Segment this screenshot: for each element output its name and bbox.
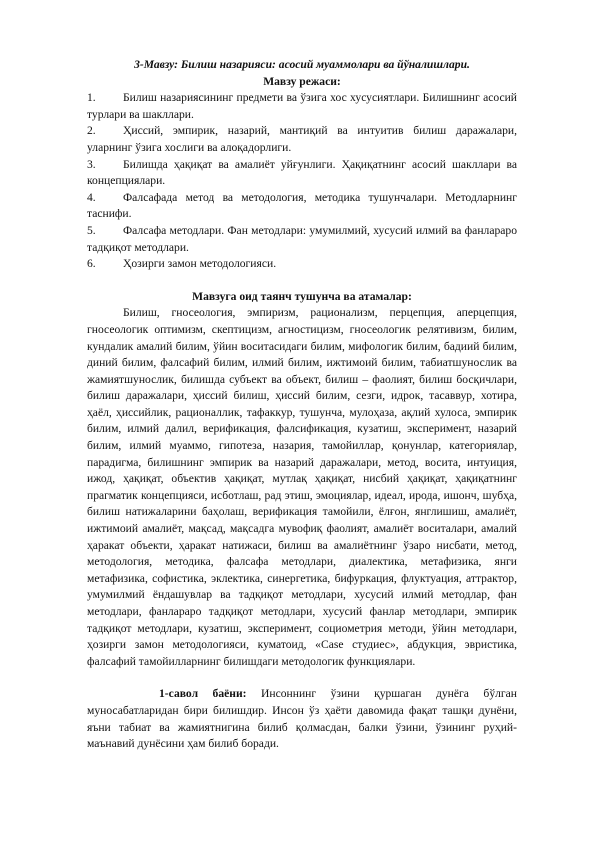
plan-heading: Мавзу режаси: [263,74,341,88]
plan-item [87,90,517,123]
plan-item-text: Ҳиссий, эмпирик, назарий, мантиқий ва интуитив билиш даражалари, уларнинг ўзига хослиги ва алоқадорлиги. [87,124,517,154]
question-text: Инсоннинг ўзини қуршаган дунёга бўлган муносабатларидан бири билишдир. Инсон ўз ҳаёти давомида фақат ташқи дунёни, яъни табиат ва жамиятнигина билиб қолмасдан, балки ўзини, ўзининг руҳий-маънавий дунёсини ҳам билиб боради. [87,687,518,751]
plan-item-number: 3. [87,157,96,171]
concepts-paragraph: Билиш, гносеология, эмпиризм, рационализм, перцепция, аперцепция, гносеологик оптимизм, скептицизм, агностицизм, гносеологик релятивизм, билим, кундалик амалий билим, ўйин воситасидаги билим, мифологик билим, бадиий билим, диний билим, фалсафий билим, илмий билим, ижтимоий билим, табиатшунослик ва жамиятшунослик, билишда субъект ва объект, билиш – фаолият, билиш босқичлари, билиш даражалари, ҳиссий билиш, ҳиссий билим, сезги, идрок, тасаввур, хотира, ҳаёл, ҳиссийлик, рационаллик, тафаккур, тушунча, мулоҳаза, ақлий хулоса, эмпирик билим, илмий далил, верификация, фалсификация, кузатиш, эксперимент, назарий билим, илмий муаммо, гипотеза, назария, тамойиллар, қонунлар, категориялар, парадигма, билишнинг эмпирик ва назарий даражалари, метод, восита, интуиция, ижод, ҳақиқат, объектив ҳақиқат, мутлақ ҳақиқат, нисбий ҳақиқат, ҳақиқатнинг прагматик концепцияси, исботлаш, рад этиш, эмоциялар, идеал, ирода, ишонч, шубҳа, билиш натижаларини баҳолаш, верификация тамойили, ёлғон, янглишиш, амалиёт, ижтимоий амалиёт, мақсад, мақсадга мувофиқ фаолият, амалиёт воситалари, амалий ҳаракат объекти, ҳаракат натижаси, билиш ва амалиётнинг ўзаро нисбати, метод, методология, методика, фалсафа методлари, диалектика, метафизика, янги метафизика, софистика, эклектика, синергетика, бифуркация, флуктуация, аттрактор, умумилмий ёндашувлар ва тадқиқот методлари, хусусий илмий методлар, фан методлари, фанлараро тадқиқот методлари, хусусий фанлар методлари, эмпирик тадқиқот методлари, кузатиш, эксперимент, социометрия методи, ўйин методлари, ҳозирги замон методологияси, куматоид, «Casе cтудиес», абдукция, эвристика, фалсафий тамойилларнинг билишдаги методологик функциялари. [87,306,517,668]
question-paragraph [87,686,517,752]
plan-item [87,256,517,273]
plan-list [87,90,517,273]
plan-item-number: 5. [87,223,96,237]
plan-item-text: Фалсафада метод ва методология, методика тушунчалари. Методларнинг таснифи. [87,190,517,221]
plan-item-number: 2. [87,124,96,138]
plan-item [87,123,517,156]
plan-item-text: Ҳозирги замон методологияси. [123,257,277,271]
plan-item [87,190,517,223]
plan-item-text: Фалсафа методлари. Фан методлари: умумилмий, хусусий илмий ва фанлараро тадқиқот методлари. [87,223,517,254]
concepts-heading: Мавзуга оид таянч тушунча ва атамалар: [192,289,412,303]
plan-item-text: Билиш назариясининг предмети ва ўзига хос хусусиятлари. Билишнинг асосий турлари ва шакллари. [87,91,517,121]
document-title: 3-Мавзу: Билиш назарияси: асосий муаммолари ва йўналишлари. [134,58,470,71]
plan-item [87,157,517,190]
document-page [87,57,517,753]
plan-item-number: 1. [87,91,96,105]
question-label: 1-савол баёни: [159,687,247,701]
plan-item [87,223,517,256]
plan-item-text: Билишда ҳақиқат ва амалиёт уйғунлиги. Ҳақиқатнинг асосий шакллари ва концепциялари. [87,157,517,188]
plan-item-number: 4. [87,190,96,204]
plan-item-number: 6. [87,257,96,271]
